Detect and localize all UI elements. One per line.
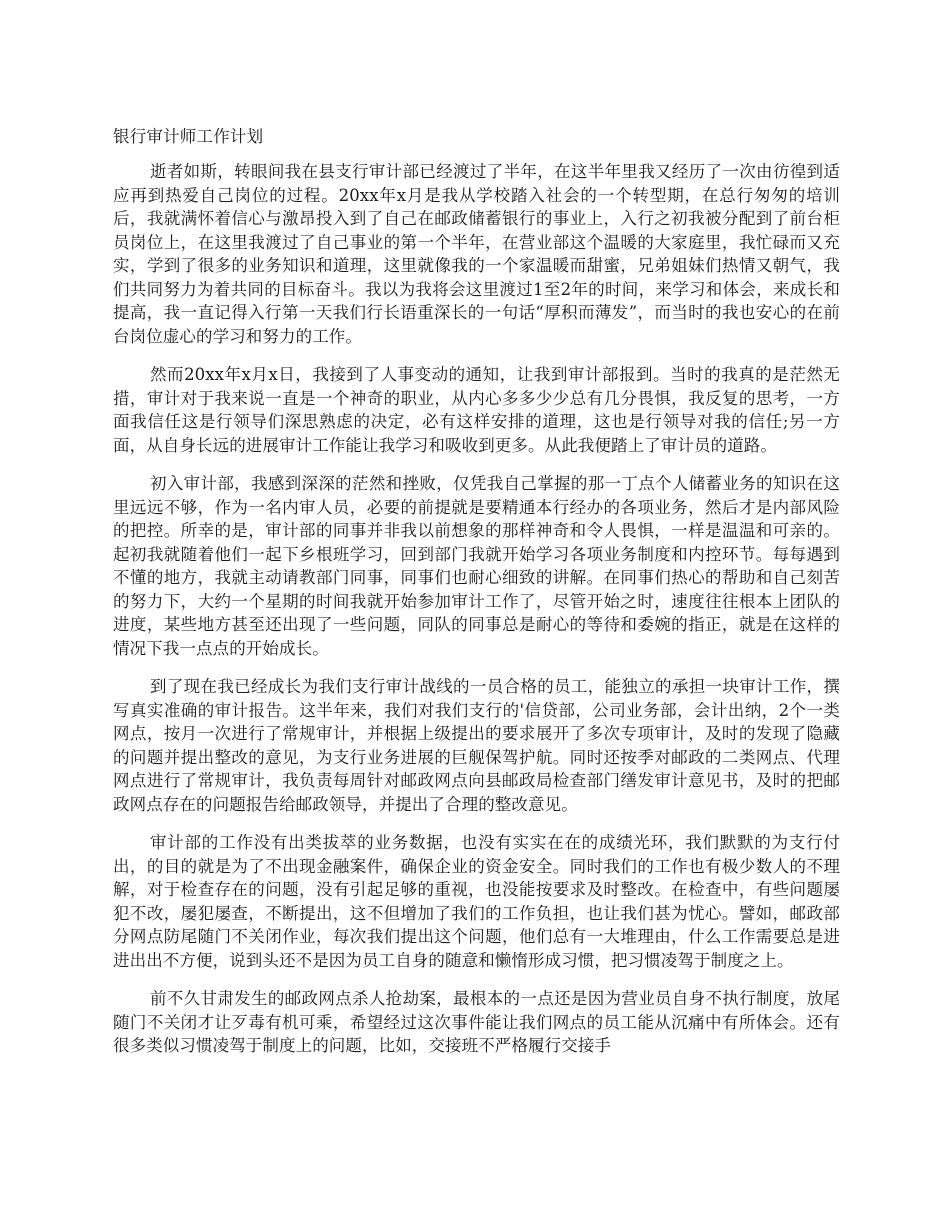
paragraph-6: 前不久甘肃发生的邮政网点杀人抢劫案，最根本的一点还是因为营业员自身不执行制度，放尾随门不关闭才让歹毒有机可乘，希望经过这次事件能让我们网点的员工能从沉痛中有所体会。还有很多类似习惯凌驾于制度上的问题，比如，交接班不严格履行交接手 bbox=[113, 989, 840, 1055]
paragraph-5: 审计部的工作没有出类拔萃的业务数据，也没有实实在在的成绩光环，我们默默的为支行付出，的目的就是为了不出现金融案件，确保企业的资金安全。同时我们的工作也有极少数人的不理解，对于检查存在的问题，没有引起足够的重视，也没能按要求及时整改。在检查中，有些问题屡犯不改，屡犯屡查，不断提出，这不但增加了我们的工作负担，也让我们甚为忧心。譬如，邮政部分网点防尾随门不关闭作业，每次我们提出这个问题，他们总有一大堆理由，什么工作需要总是进进出出不方便，说到头还不是因为员工自身的随意和懒惰形成习惯，把习惯凌驾于制度之上。 bbox=[113, 833, 840, 970]
document-body bbox=[113, 160, 840, 1073]
paragraph-1: 逝者如斯，转眼间我在县支行审计部已经渡过了半年，在这半年里我又经历了一次由彷徨到适应再到热爱自己岗位的过程。20xx年x月是我从学校踏入社会的一个转型期，在总行匆匆的培训后，我就满怀着信心与激昂投入到了自己在邮政储蓄银行的事业上，入行之初我被分配到了前台柜员岗位上，在这里我渡过了自己事业的第一个半年，在营业部这个温暖的大家庭里，我忙碌而又充实，学到了很多的业务知识和道理，这里就像我的一个家温暖而甜蜜，兄弟姐妹们热情又朝气，我们共同努力为着共同的目标奋斗。我以为我将会这里渡过1至2年的时间，来学习和体会，来成长和提高，我一直记得入行第一天我们行长语重深长的一句话“厚积而薄发”，而当时的我也安心的在前台岗位虚心的学习和努力的工作。 bbox=[113, 162, 840, 346]
document-title: 银行审计师工作计划 bbox=[113, 127, 264, 146]
paragraph-3: 初入审计部，我感到深深的茫然和挫败，仅凭我自己掌握的那一丁点个人储蓄业务的知识在这里远远不够，作为一名内审人员，必要的前提就是要精通本行经办的各项业务，然后才是内部风险的把控。所幸的是，审计部的同事并非我以前想象的那样神奇和令人畏惧，一样是温温和可亲的。起初我就随着他们一起下乡根班学习，回到部门我就开始学习各项业务制度和内控环节。每每遇到不懂的地方，我就主动请教部门同事，同事们也耐心细致的讲解。在同事们热心的帮助和自己刻苦的努力下，大约一个星期的时间我就开始参加审计工作了，尽管开始之时，速度往往根本上团队的进度，某些地方甚至还出现了一些问题，同队的同事总是耐心的等待和委婉的指正，就是在这样的情况下我一点点的开始成长。 bbox=[113, 474, 840, 658]
paragraph-2: 然而20xx年x月x日，我接到了人事变动的通知，让我到审计部报到。当时的我真的是茫然无措，审计对于我来说一直是一个神奇的职业，从内心多多少少总有几分畏惧，我反复的思考，一方面我信任这是行领导们深思熟虑的决定，必有这样安排的道理，这也是行领导对我的信任;另一方面，从自身长远的进展审计工作能让我学习和吸收到更多。从此我便踏上了审计员的道路。 bbox=[113, 365, 840, 455]
paragraph-4: 到了现在我已经成长为我们支行审计战线的一员合格的员工，能独立的承担一块审计工作，撰写真实准确的审计报告。这半年来，我们对我们支行的'信贷部，公司业务部，会计出纳，2个一类网点，按月一次进行了常规审计，并根据上级提出的要求展开了多次专项审计，及时的发现了隐藏的问题并提出整改的意见，为支行业务进展的巨舰保驾护航。同时还按季对邮政的二类网点、代理网点进行了常规审计，我负责每周针对邮政网点向县邮政局检查部门缮发审计意见书，及时的把邮政网点存在的问题报告给邮政领导，并提出了合理的整改意见。 bbox=[113, 677, 840, 814]
